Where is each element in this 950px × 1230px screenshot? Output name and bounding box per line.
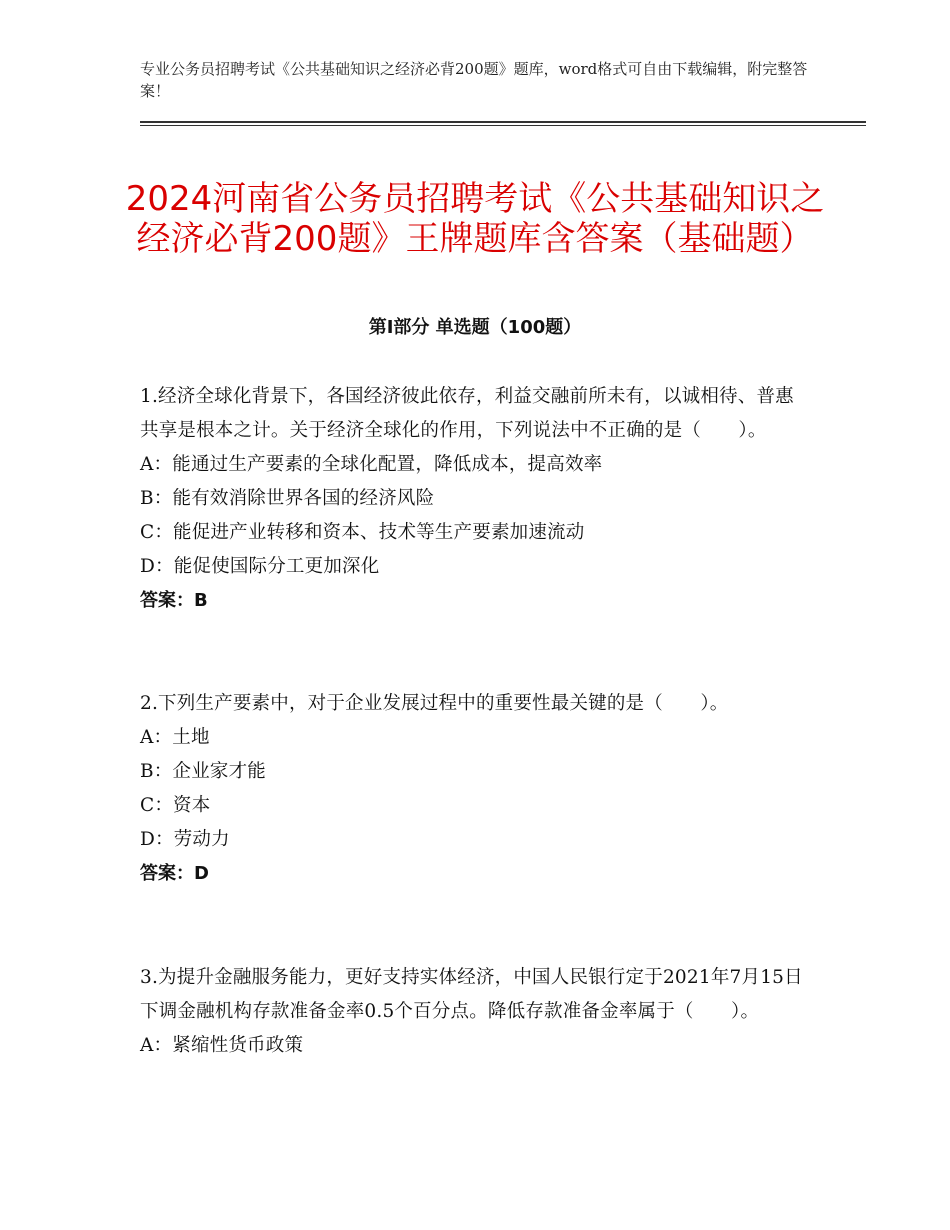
option-d: D：能促使国际分工更加深化: [140, 556, 380, 577]
option-c: C：资本: [140, 795, 211, 816]
option-a: A：土地: [140, 727, 210, 748]
header-rule-thin: [140, 125, 866, 126]
question-2: [140, 687, 808, 891]
header-rule-thick: [140, 121, 866, 123]
question-3: [140, 961, 808, 1063]
option-b: B：能有效消除世界各国的经济风险: [140, 488, 435, 509]
option-a: A：紧缩性货币政策: [140, 1035, 304, 1056]
option-a: A：能通过生产要素的全球化配置，降低成本，提高效率: [140, 454, 603, 475]
option-b: B：企业家才能: [140, 761, 266, 782]
question-stem: 2.下列生产要素中，对于企业发展过程中的重要性最关键的是（ ）。: [140, 693, 729, 714]
option-c: C：能促进产业转移和资本、技术等生产要素加速流动: [140, 522, 585, 543]
question-stem: 1.经济全球化背景下，各国经济彼此依存，利益交融前所未有，以诚相待、普惠共享是根本之计。关于经济全球化的作用，下列说法中不正确的是（ ）。: [140, 386, 794, 441]
header-note: 专业公务员招聘考试《公共基础知识之经济必背200题》题库，word格式可自由下载编辑，附完整答案！: [140, 60, 808, 100]
document-title: 2024河南省公务员招聘考试《公共基础知识之经济必背200题》王牌题库含答案（基础题）: [125, 178, 825, 259]
answer-label: 答案：D: [140, 863, 209, 884]
option-d: D：劳动力: [140, 829, 230, 850]
question-stem: 3.为提升金融服务能力，更好支持实体经济，中国人民银行定于2021年7月15日下调金融机构存款准备金率0.5个百分点。降低存款准备金率属于（ ）。: [140, 967, 803, 1022]
answer-label: 答案：B: [140, 590, 208, 611]
section-title: 第Ⅰ部分 单选题（100题）: [368, 317, 582, 338]
question-1: [140, 380, 808, 618]
